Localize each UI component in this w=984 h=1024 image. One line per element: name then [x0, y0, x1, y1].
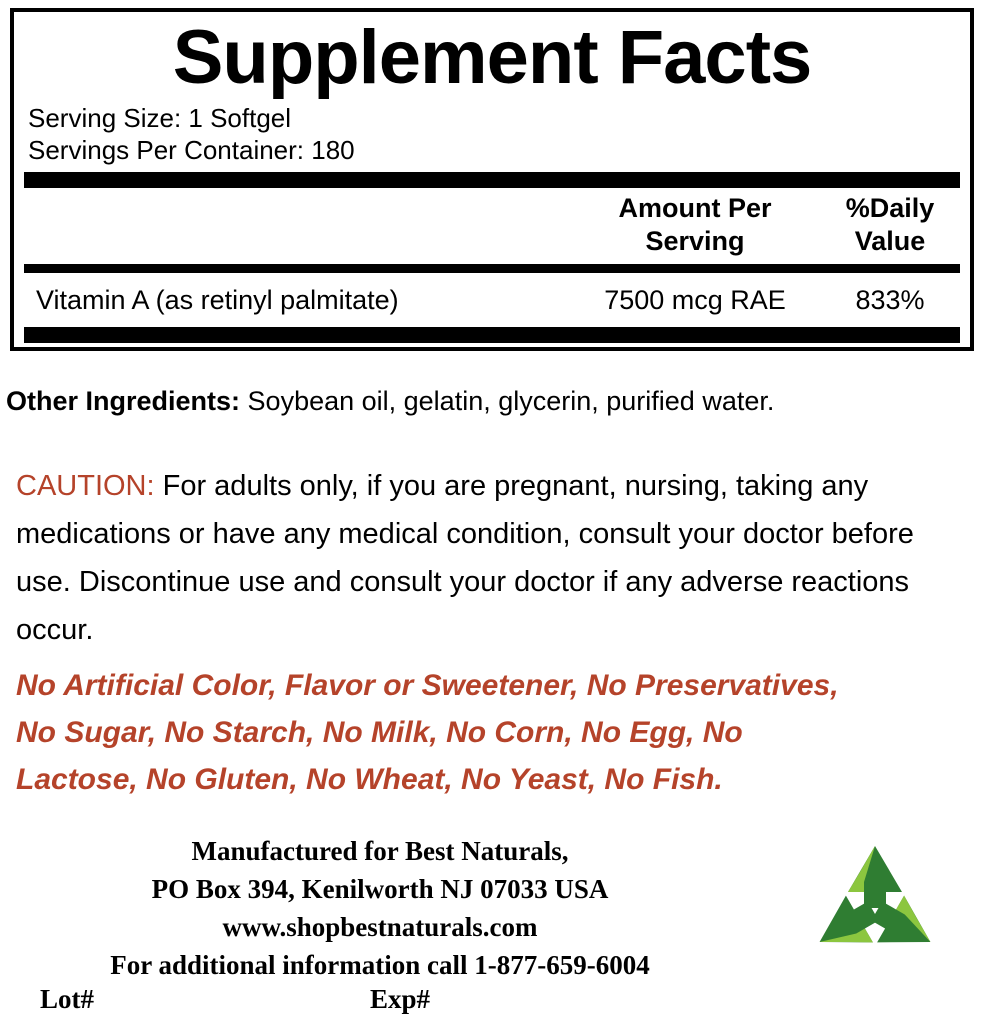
divider-thick-bottom — [24, 327, 960, 343]
claims-line-3: Lactose, No Gluten, No Wheat, No Yeast, No Fish. — [16, 763, 723, 796]
other-ingredients — [6, 385, 978, 417]
lot-exp-row — [0, 984, 760, 1015]
divider-medium — [24, 264, 960, 273]
serving-size: Serving Size: 1 Softgel — [28, 103, 292, 133]
page-title: Supplement Facts — [172, 15, 812, 100]
header-dv-line2: Value — [854, 226, 926, 256]
header-daily-value — [820, 192, 960, 258]
lot-number-field: Lot# — [40, 984, 94, 1014]
nutrient-amount: 7500 mcg RAE — [604, 285, 786, 315]
claims-line-2: No Sugar, No Starch, No Milk, No Corn, No Egg, No — [16, 716, 743, 749]
header-amount-per-serving — [570, 192, 820, 258]
other-ingredients-label: Other Ingredients: — [6, 386, 241, 416]
free-of-claims — [16, 662, 968, 803]
manufacturer-name: Manufactured for Best Naturals, — [191, 836, 569, 866]
claims-line-1: No Artificial Color, Flavor or Sweetener, No Preservatives, — [16, 669, 839, 702]
header-dv-line1: %Daily — [845, 193, 935, 223]
recycle-icon — [790, 838, 960, 988]
nutrient-daily-value: 833% — [855, 285, 925, 315]
manufacturer-address: PO Box 394, Kenilworth NJ 07033 USA — [151, 874, 609, 904]
manufacturer-website: www.shopbestnaturals.com — [222, 912, 538, 942]
servings-per-container: Servings Per Container: 180 — [28, 135, 355, 165]
caution-label: CAUTION: — [16, 470, 155, 502]
supplement-facts-panel — [10, 8, 974, 351]
other-ingredients-text: Soybean oil, gelatin, glycerin, purified water. — [247, 386, 775, 416]
manufacturer-info — [0, 832, 760, 984]
caution-statement — [16, 462, 968, 654]
header-amount-line1: Amount Per — [618, 193, 772, 223]
manufacturer-phone: For additional information call 1-877-659-6004 — [110, 950, 650, 980]
nutrient-name: Vitamin A (as retinyl palmitate) — [36, 285, 399, 315]
header-amount-line2: Serving — [645, 226, 745, 256]
table-header — [24, 188, 960, 264]
divider-thick-top — [24, 172, 960, 188]
table-row — [24, 273, 960, 327]
caution-text: For adults only, if you are pregnant, nursing, taking any medications or have any medical condition, consult your doctor before use. Discontinue use and consult your doctor if any adverse reactions occur. — [16, 470, 914, 646]
exp-date-field: Exp# — [370, 984, 431, 1014]
